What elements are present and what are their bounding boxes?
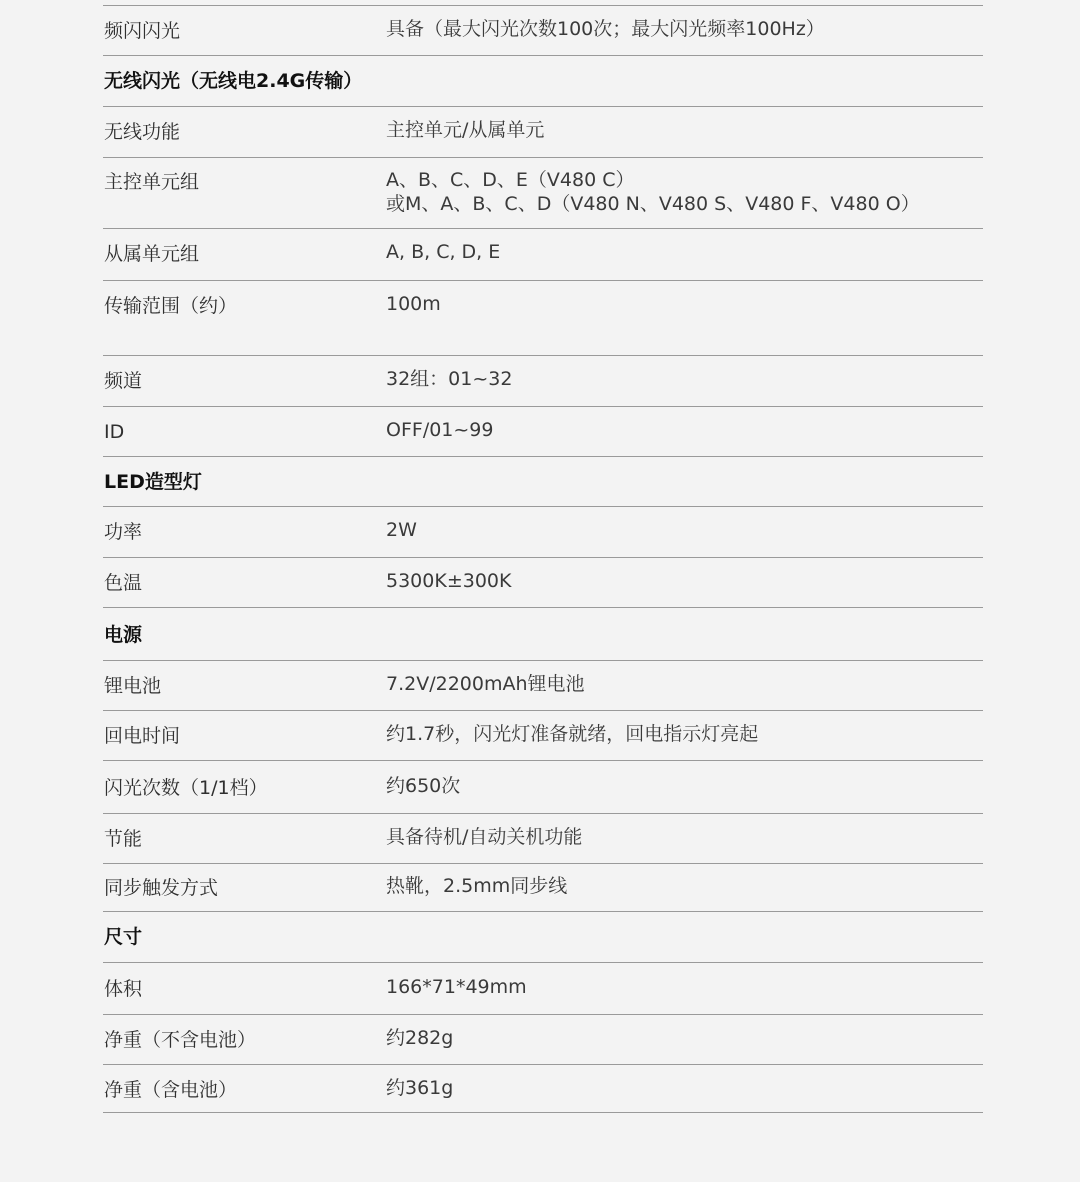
- spec-row: [103, 1014, 983, 1064]
- spec-value-line: 100m: [386, 293, 441, 315]
- spec-label: 净重（含电池）: [104, 1079, 238, 1101]
- section-title: 无线闪光（无线电2.4G传输）: [104, 70, 363, 92]
- spec-value-line: 或M、A、B、C、D（V480 N、V480 S、V480 F、V480 O）: [386, 193, 920, 215]
- spec-row: [103, 962, 983, 1014]
- spec-section-row: [103, 456, 983, 506]
- spec-value-line: 5300K±300K: [386, 570, 512, 592]
- section-title: 尺寸: [104, 926, 143, 948]
- spec-value: [386, 518, 417, 542]
- spec-value-line: 具备（最大闪光次数100次；最大闪光频率100Hz）: [386, 18, 825, 40]
- spec-value: [386, 825, 582, 849]
- spec-row: [103, 406, 983, 456]
- spec-value: [386, 1076, 453, 1100]
- spec-value-line: 热靴，2.5mm同步线: [386, 875, 568, 897]
- spec-row: [103, 557, 983, 607]
- spec-value: [386, 118, 544, 142]
- spec-row: [103, 5, 983, 55]
- spec-row: [103, 660, 983, 710]
- spec-label: ID: [104, 421, 125, 443]
- spec-value: [386, 774, 460, 798]
- spec-value-line: 约282g: [386, 1027, 454, 1049]
- spec-value: [386, 672, 585, 696]
- spec-section-row: [103, 55, 983, 106]
- spec-value: [386, 168, 920, 216]
- spec-value: [386, 1026, 453, 1050]
- spec-label: 节能: [104, 828, 143, 850]
- spec-label: 从属单元组: [104, 243, 200, 265]
- spec-label: 主控单元组: [104, 171, 200, 193]
- spec-value-line: A、B、C、D、E（V480 C）: [386, 169, 635, 191]
- spec-section-row: [103, 607, 983, 660]
- spec-label: 色温: [104, 572, 143, 594]
- spec-value: [386, 874, 567, 898]
- spec-value-line: 主控单元/从属单元: [386, 119, 545, 141]
- spec-row: [103, 760, 983, 813]
- spec-row: [103, 355, 983, 406]
- spec-value-line: 7.2V/2200mAh锂电池: [386, 673, 585, 695]
- spec-label: 回电时间: [104, 725, 181, 747]
- spec-row: [103, 280, 983, 355]
- spec-row: [103, 106, 983, 157]
- spec-value: [386, 569, 511, 593]
- spec-label: 锂电池: [104, 675, 162, 697]
- spec-row: [103, 1064, 983, 1113]
- spec-label: 功率: [104, 521, 143, 543]
- spec-value: [386, 240, 500, 264]
- spec-value: [386, 367, 512, 391]
- spec-section-row: [103, 911, 983, 962]
- spec-value-line: 约650次: [386, 775, 461, 797]
- spec-label: 无线功能: [104, 121, 181, 143]
- spec-value: [386, 292, 441, 316]
- spec-value: [386, 418, 494, 442]
- spec-label: 传输范围（约）: [104, 295, 238, 317]
- spec-row: [103, 863, 983, 911]
- spec-row: [103, 228, 983, 280]
- spec-value-line: 具备待机/自动关机功能: [386, 826, 583, 848]
- spec-row: [103, 506, 983, 557]
- spec-label: 闪光次数（1/1档）: [104, 777, 268, 799]
- section-title: LED造型灯: [104, 471, 202, 493]
- section-title: 电源: [104, 624, 143, 646]
- spec-value-line: 166*71*49mm: [386, 976, 527, 998]
- spec-value-line: OFF/01~99: [386, 419, 494, 441]
- spec-row: [103, 710, 983, 760]
- spec-label: 净重（不含电池）: [104, 1029, 257, 1051]
- spec-value-line: 32组：01~32: [386, 368, 513, 390]
- spec-value-line: A, B, C, D, E: [386, 241, 501, 263]
- spec-label: 体积: [104, 978, 143, 1000]
- spec-value-line: 约361g: [386, 1077, 454, 1099]
- spec-label: 频闪闪光: [104, 20, 181, 42]
- spec-label: 同步触发方式: [104, 877, 219, 899]
- spec-value: [386, 17, 825, 41]
- spec-value-line: 2W: [386, 519, 417, 541]
- spec-row: [103, 157, 983, 228]
- spec-value-line: 约1.7秒，闪光灯准备就绪，回电指示灯亮起: [386, 723, 759, 745]
- spec-value: [386, 722, 758, 746]
- spec-row: [103, 813, 983, 863]
- spec-value: [386, 975, 527, 999]
- spec-label: 频道: [104, 370, 143, 392]
